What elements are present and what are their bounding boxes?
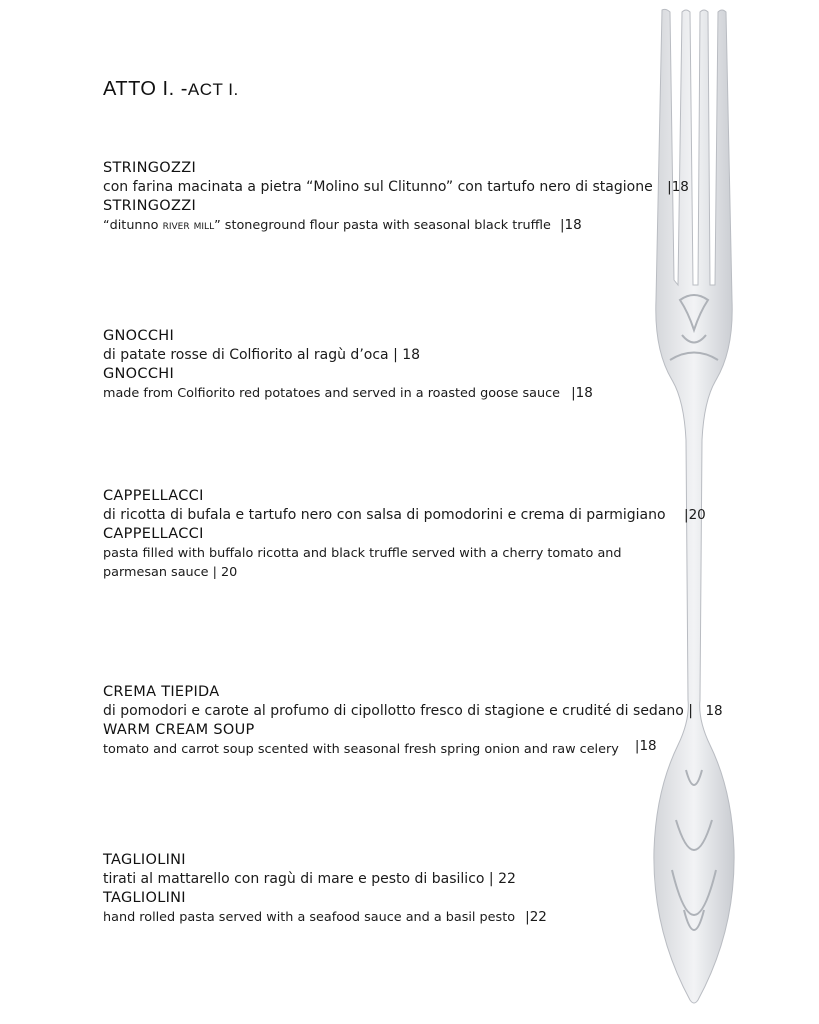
dish-price: |20 (684, 507, 706, 523)
dish-description-italian: di patate rosse di Colfiorito al ragù d’oca | 18 (103, 347, 421, 363)
menu-item-cappellacci (103, 487, 743, 582)
title-italian: ATTO I. - (103, 78, 188, 100)
dish-price: |22 (525, 909, 547, 925)
dish-description-english (103, 908, 743, 927)
dish-price: |18 (667, 179, 689, 195)
menu-item-stringozzi (103, 159, 743, 235)
menu-item-gnocchi (103, 327, 743, 403)
dish-name-english: WARM CREAM SOUP (103, 722, 255, 738)
dish-name-italian: CREMA TIEPIDA (103, 684, 220, 700)
dish-price: 18 (705, 703, 723, 719)
description-text-a: “ditunno (103, 218, 163, 233)
menu-item-crema-tiepida (103, 683, 743, 759)
dish-description-italian (103, 178, 743, 197)
dish-description-english (103, 384, 743, 403)
dish-name-italian: CAPPELLACCI (103, 488, 204, 504)
title-english: ACT I. (187, 80, 239, 99)
description-text-b: river mill (162, 218, 215, 233)
dish-name-italian: GNOCCHI (103, 328, 175, 344)
dish-price: |18 (634, 738, 657, 754)
dish-price: |18 (559, 217, 582, 233)
dish-description-italian: tirati al mattarello con ragù di mare e pesto di basilico | 22 (103, 871, 516, 887)
dish-name-english: GNOCCHI (103, 366, 175, 382)
dish-name-english: STRINGOZZI (103, 198, 197, 214)
dish-price: |18 (571, 385, 593, 401)
dish-description-italian (103, 506, 743, 525)
description-text: di pomodori e carote al profumo di cipollotto fresco di stagione e crudité di sedano | (103, 703, 694, 719)
page-title (103, 78, 239, 101)
dish-name-italian: TAGLIOLINI (103, 852, 186, 868)
description-text-c: ” stoneground flour pasta with seasonal black truffle (214, 218, 551, 233)
dish-name-english: TAGLIOLINI (103, 890, 186, 906)
dish-description-english (103, 216, 743, 235)
dish-description-english: pasta filled with buffalo ricotta and black truffle served with a cherry tomato and parmesan sauce | 20 (103, 546, 622, 580)
dish-description-italian (103, 702, 743, 721)
description-text: hand rolled pasta served with a seafood sauce and a basil pesto (103, 910, 516, 925)
description-text: di ricotta di bufala e tartufo nero con salsa di pomodorini e crema di parmigiano (103, 507, 666, 523)
dish-name-english: CAPPELLACCI (103, 526, 204, 542)
dish-description-english (103, 740, 743, 759)
dish-name-italian: STRINGOZZI (103, 160, 197, 176)
description-text: con farina macinata a pietra “Molino sul Clitunno” con tartufo nero di stagione (103, 179, 653, 195)
description-text: made from Colfiorito red potatoes and served in a roasted goose sauce (103, 386, 561, 401)
description-text: tomato and carrot soup scented with seasonal fresh spring onion and raw celery (103, 742, 619, 757)
menu-item-tagliolini (103, 851, 743, 927)
